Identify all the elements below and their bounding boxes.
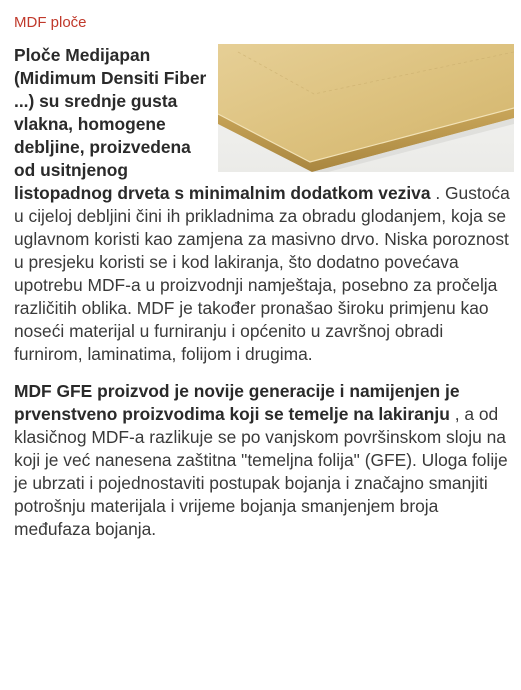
mdf-board-image	[218, 44, 514, 172]
breadcrumb[interactable]: MDF ploče	[14, 14, 87, 31]
intro-bold-text: Ploče Medijapan (Midimum Densiti Fiber ...) su srednje gusta vlakna, homogene debljine, proizvedena od usitnjenog listopadnog drveta s minimalnim dodatkom veziva	[14, 45, 431, 203]
gfe-bold-text: MDF GFE proizvod je novije generacije i namijenjen je prvenstveno proizvodima koji se temelje na lakiranju	[14, 381, 460, 424]
article-body	[14, 44, 514, 555]
gfe-paragraph	[14, 380, 514, 541]
mdf-board-illustration	[218, 44, 514, 172]
intro-text: . Gustoća u cijeloj debljini čini ih prikladnima za obradu glodanjem, koja se uglavnom koristi kao zamjena za masivno drvo. Niska poroznost u presjeku koristi se i kod lakiranja, što dodatno povećava upotrebu MDF-a u proizvodnji namještaja, posebno za pročelja različitih oblika. MDF je također pronašao široku primjenu kao noseći materijal u furniranju i općenito u završnoj obradi furnirom, laminatima, folijom i drugima.	[14, 183, 510, 364]
gfe-text: , a od klasičnog MDF-a razlikuje se po vanjskom površinskom sloju na koji je već nanesena zaštitna "temeljna folija" (GFE). Uloga folije je ubrzati i pojednostaviti postupak bojanja i značajno smanjiti potrošnju materijala i vrijeme bojanja smanjenjem broja međufaza bojanja.	[14, 404, 508, 539]
